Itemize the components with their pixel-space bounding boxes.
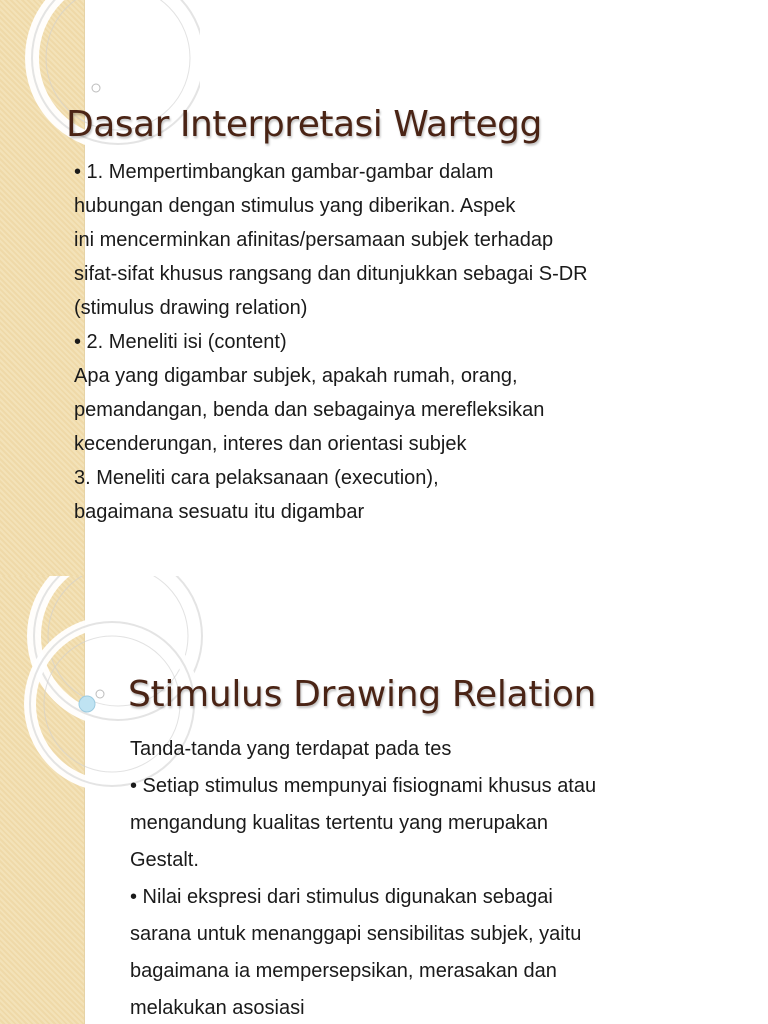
body-line: • Setiap stimulus mempunyai fisiognami khusus atau (130, 775, 597, 797)
slide-2-title: Stimulus Drawing Relation (128, 674, 597, 715)
decorative-dot-icon (96, 690, 104, 698)
slide-1-title: Dasar Interpretasi Wartegg (66, 104, 542, 145)
body-line: hubungan dengan stimulus yang diberikan. Aspek (74, 195, 516, 217)
body-line: ini mencerminkan afinitas/persamaan subjek terhadap (74, 229, 554, 251)
body-line: mengandung kualitas tertentu yang merupakan (130, 812, 549, 834)
body-line: sarana untuk menanggapi sensibilitas subjek, yaitu (130, 923, 582, 945)
body-line: • 1. Mempertimbangkan gambar-gambar dalam (74, 161, 494, 183)
body-line: • 2. Meneliti isi (content) (74, 331, 287, 353)
decorative-dot-icon (92, 84, 100, 92)
body-line: melakukan asosiasi (130, 997, 305, 1019)
body-line: bagaimana sesuatu itu digambar (74, 501, 365, 523)
slide-2 (0, 576, 768, 1024)
body-line: Tanda-tanda yang terdapat pada tes (130, 738, 452, 760)
body-line: pemandangan, benda dan sebagainya merefleksikan (74, 399, 545, 421)
body-line: bagaimana ia mempersepsikan, merasakan dan (130, 960, 557, 982)
slide-2-body (130, 731, 760, 1024)
slide-1-body (74, 155, 754, 529)
body-line: sifat-sifat khusus rangsang dan ditunjukkan sebagai S-DR (74, 263, 588, 285)
body-line: Apa yang digambar subjek, apakah rumah, orang, (74, 365, 518, 387)
body-line: 3. Meneliti cara pelaksanaan (execution), (74, 467, 439, 489)
accent-dot-icon (79, 696, 95, 712)
body-line: kecenderungan, interes dan orientasi subjek (74, 433, 467, 455)
body-line: Gestalt. (130, 849, 199, 871)
body-line: • Nilai ekspresi dari stimulus digunakan sebagai (130, 886, 553, 908)
body-line: (stimulus drawing relation) (74, 297, 308, 319)
